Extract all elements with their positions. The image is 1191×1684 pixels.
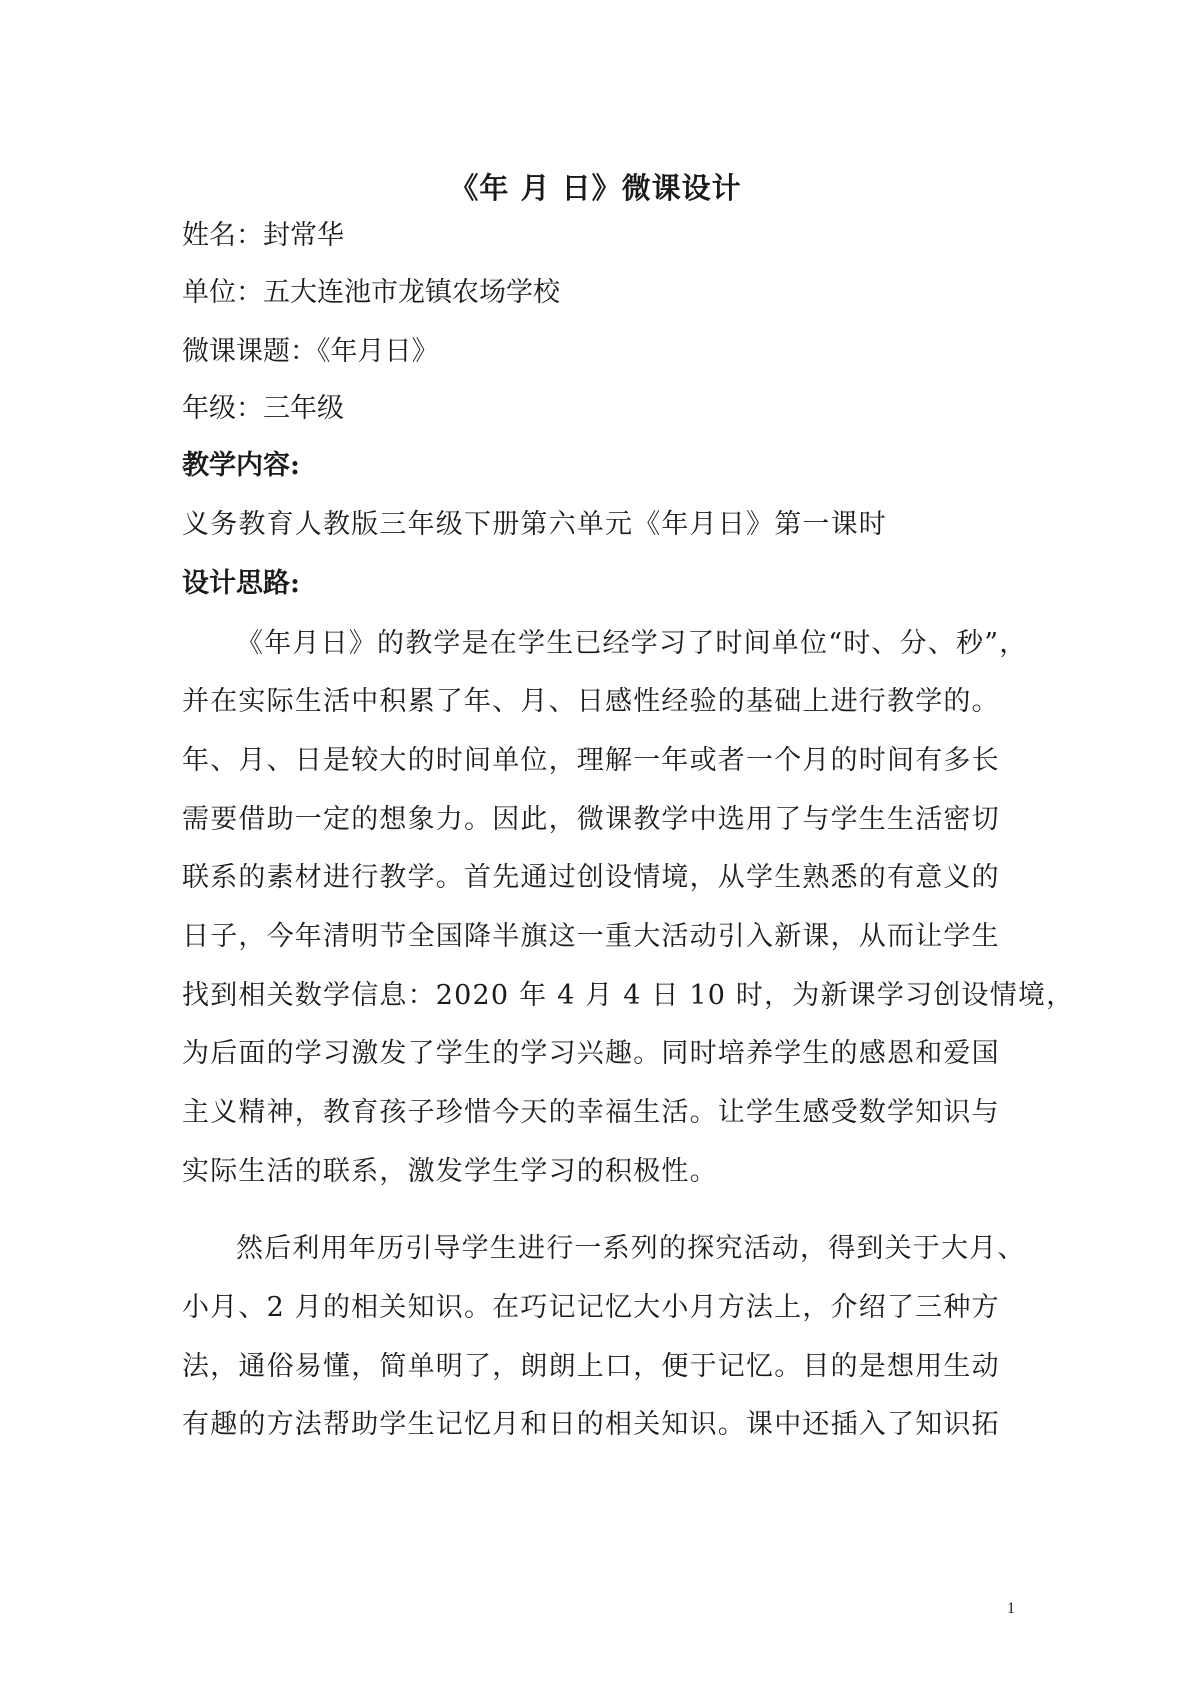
paragraph-line: 并在实际生活中积累了年、月、日感性经验的基础上进行教学的。 bbox=[182, 686, 1000, 717]
grade-level: 年级：三年级 bbox=[182, 393, 344, 424]
author-name: 姓名：封常华 bbox=[182, 220, 344, 251]
content-text: 义务教育人教版三年级下册第六单元《年月日》第一课时 bbox=[182, 509, 887, 540]
paragraph-line: 年、月、日是较大的时间单位，理解一年或者一个月的时间有多长 bbox=[182, 745, 1000, 776]
document-title: 《年 月 日》微课设计 bbox=[449, 171, 742, 205]
paragraph-line: 为后面的学习激发了学生的学习兴趣。同时培养学生的感恩和爱国 bbox=[182, 1038, 1000, 1069]
paragraph-line: 《年月日》的教学是在学生已经学习了时间单位“时、分、秒”， bbox=[236, 628, 1028, 659]
paragraph-line: 日子，今年清明节全国降半旗这一重大活动引入新课，从而让学生 bbox=[182, 921, 1000, 952]
author-unit: 单位：五大连池市龙镇农场学校 bbox=[182, 277, 560, 308]
design-heading: 设计思路: bbox=[182, 568, 300, 599]
content-heading: 教学内容: bbox=[182, 450, 300, 481]
paragraph-line: 小月、2 月的相关知识。在巧记记忆大小月方法上，介绍了三种方 bbox=[182, 1292, 1000, 1323]
paragraph-line: 有趣的方法帮助学生记忆月和日的相关知识。课中还插入了知识拓 bbox=[182, 1409, 1000, 1440]
paragraph-line: 联系的素材进行教学。首先通过创设情境，从学生熟悉的有意义的 bbox=[182, 862, 1000, 893]
paragraph-line: 法，通俗易懂，简单明了，朗朗上口，便于记忆。目的是想用生动 bbox=[182, 1351, 1000, 1382]
course-topic: 微课课题：《年月日》 bbox=[182, 336, 439, 367]
paragraph-line: 找到相关数学信息：2020 年 4 月 4 日 10 时，为新课学习创设情境， bbox=[182, 980, 1075, 1011]
paragraph-line: 主义精神，教育孩子珍惜今天的幸福生活。让学生感受数学知识与 bbox=[182, 1097, 1000, 1128]
paragraph-line: 实际生活的联系，激发学生学习的积极性。 bbox=[182, 1156, 718, 1187]
paragraph-line: 需要借助一定的想象力。因此，微课教学中选用了与学生生活密切 bbox=[182, 804, 1000, 835]
paragraph-line: 然后利用年历引导学生进行一系列的探究活动，得到关于大月、 bbox=[236, 1233, 1026, 1264]
page-number: 1 bbox=[1007, 1600, 1015, 1617]
